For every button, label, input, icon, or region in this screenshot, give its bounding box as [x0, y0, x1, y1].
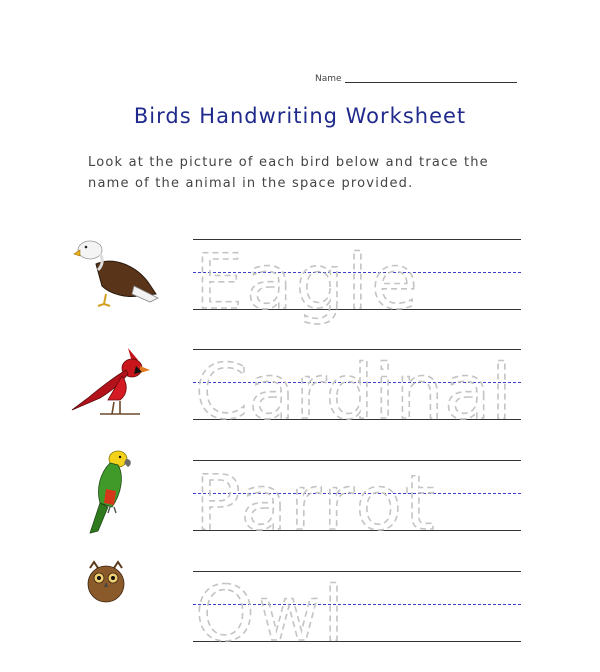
owl-trace-letters	[193, 571, 521, 671]
trace-word: Parrot	[195, 458, 438, 547]
name-label: Name	[315, 74, 342, 84]
bird-row-cardinal	[0, 342, 600, 452]
bird-row-eagle	[0, 232, 600, 342]
trace-word: Cardinal	[195, 347, 515, 436]
parrot-tracing-lines[interactable]	[193, 458, 521, 547]
trace-word: Owl	[195, 569, 348, 658]
eagle-tracing-lines[interactable]	[193, 237, 521, 326]
parrot-trace-letters	[193, 460, 521, 560]
worksheet-title: Birds Handwriting Worksheet	[133, 104, 467, 128]
eagle-trace-letters	[193, 239, 521, 339]
name-write-line[interactable]	[345, 82, 517, 83]
cardinal-picture	[70, 344, 156, 424]
cardinal-trace-letters	[193, 349, 521, 449]
eagle-picture	[74, 236, 160, 308]
bird-row-parrot	[0, 453, 600, 563]
cardinal-tracing-lines[interactable]	[193, 347, 521, 436]
name-field	[315, 74, 517, 84]
parrot-picture	[82, 449, 138, 539]
owl-picture	[84, 562, 128, 602]
bird-row-owl	[0, 562, 600, 672]
trace-word: Eagle	[195, 237, 421, 326]
owl-tracing-lines[interactable]	[193, 569, 521, 658]
instructions-text: Look at the picture of each bird below and trace the name of the animal in the space provided.	[88, 155, 489, 191]
